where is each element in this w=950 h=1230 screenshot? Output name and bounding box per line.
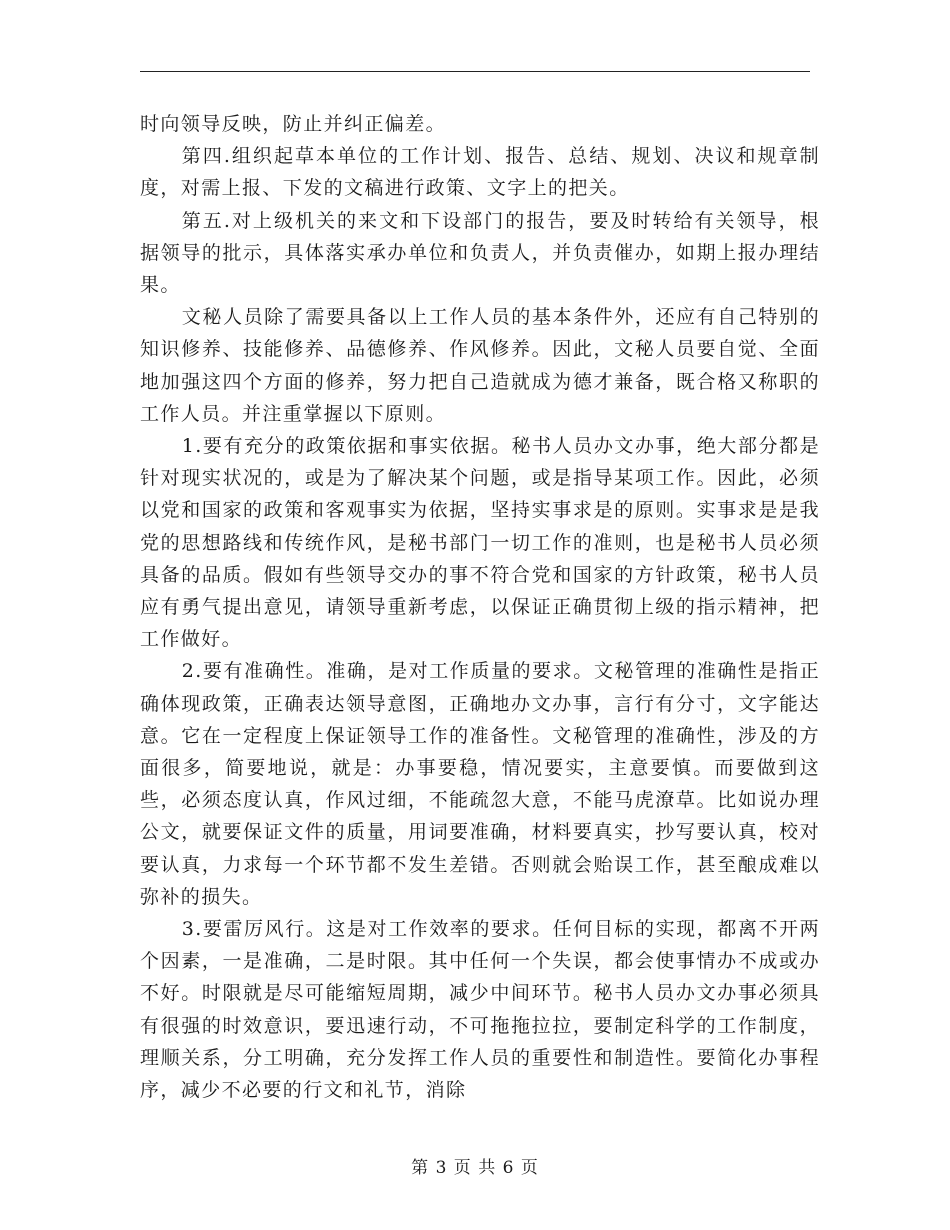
- paragraph-1: 时向领导反映，防止并纠正偏差。: [140, 113, 447, 135]
- page-number: 第 3 页 共 6 页: [411, 1158, 539, 1178]
- header-rule: [140, 71, 810, 72]
- paragraph-6: 2.要有准确性。准确，是对工作质量的要求。文秘管理的准确性是指正确体现政策，正确表达领导意图，正确地办文办事，言行有分寸，文字能达意。它在一定程度上保证领导工作的准备性。文秘管理的准确性，涉及的方面很多，简要地说，就是：办事要稳，情况要实，主意要慎。而要做到这些，必须态度认真，作风过细，不能疏忽大意，不能马虎潦草。比如说办理公文，就要保证文件的质量，用词要准确，材料要真实，抄写要认真，校对要认真，力求每一个环节都不发生差错。否则就会贻误工作，甚至酿成难以弥补的损失。: [140, 660, 820, 908]
- paragraph-3: 第五.对上级机关的来文和下设部门的报告，要及时转给有关领导，根据领导的批示，具体落实承办单位和负责人，并负责催办，如期上报办理结果。: [140, 209, 820, 297]
- document-body: [140, 108, 820, 1106]
- paragraph-2: 第四.组织起草本单位的工作计划、报告、总结、规划、决议和规章制度，对需上报、下发的文稿进行政策、文字上的把关。: [140, 145, 820, 200]
- paragraph-7: 3.要雷厉风行。这是对工作效率的要求。任何目标的实现，都离不开两个因素，一是准确，二是时限。其中任何一个失误，都会使事情办不成或办不好。时限就是尽可能缩短周期，减少中间环节。秘书人员办文办事必须具有很强的时效意识，要迅速行动，不可拖拖拉拉，要制定科学的工作制度，理顺关系，分工明确，充分发挥工作人员的重要性和制造性。要简化办事程序，减少不必要的行文和礼节，消除: [140, 918, 820, 1102]
- paragraph-4: 文秘人员除了需要具备以上工作人员的基本条件外，还应有自己特别的知识修养、技能修养、品德修养、作风修养。因此，文秘人员要自觉、全面地加强这四个方面的修养，努力把自己造就成为德才兼备，既合格又称职的工作人员。并注重掌握以下原则。: [140, 306, 820, 425]
- paragraph-5: 1.要有充分的政策依据和事实依据。秘书人员办文办事，绝大部分都是针对现实状况的，或是为了解决某个问题，或是指导某项工作。因此，必须以党和国家的政策和客观事实为依据，坚持实事求是的原则。实事求是是我党的思想路线和传统作风，是秘书部门一切工作的准则，也是秘书人员必须具备的品质。假如有些领导交办的事不符合党和国家的方针政策，秘书人员应有勇气提出意见，请领导重新考虑，以保证正确贯彻上级的指示精神，把工作做好。: [140, 435, 820, 651]
